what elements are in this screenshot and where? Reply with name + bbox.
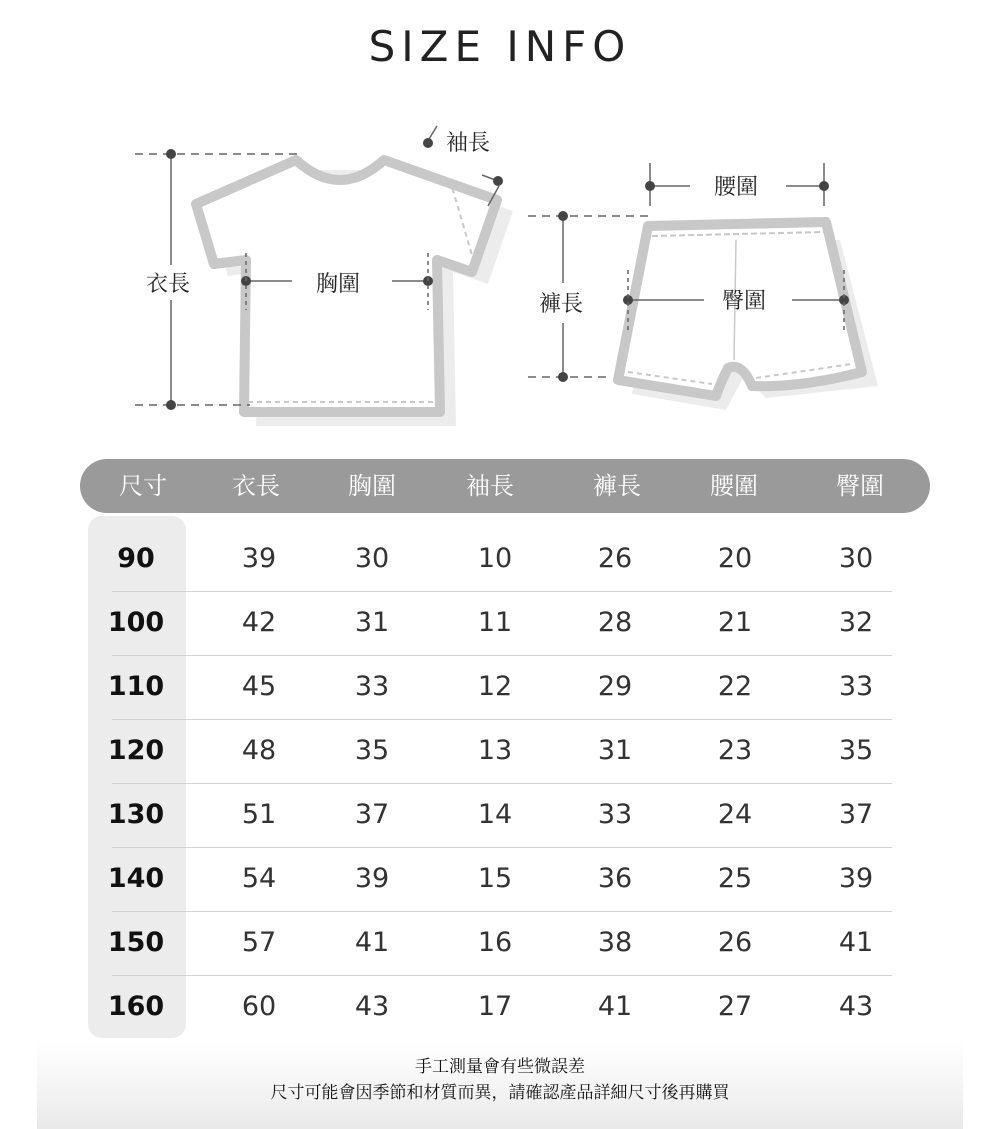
cell-sleeve: 12 [477,671,513,702]
cell-size: 140 [107,863,165,894]
cell-hip: 43 [838,991,874,1022]
header-waist: 腰圍 [710,472,758,500]
cell-chest: 37 [354,799,390,830]
cell-chest: 43 [354,991,390,1022]
cell-pants-length: 41 [597,991,633,1022]
table-row [107,975,892,1039]
cell-chest: 33 [354,671,390,702]
label-length: 衣長 [146,272,191,297]
cell-pants-length: 31 [597,735,633,766]
cell-sleeve: 10 [477,543,513,574]
cell-size: 120 [107,735,165,766]
note-measurement-error: 手工測量會有些微誤差 [415,1057,585,1077]
label-waist: 腰圍 [714,175,759,200]
table-row [107,719,892,784]
table-row [107,655,892,720]
cell-waist: 20 [717,543,753,574]
measurement-diagram [0,0,1000,440]
cell-length: 39 [241,543,277,574]
cell-waist: 22 [717,671,753,702]
cell-length: 54 [241,863,277,894]
shorts-illustration [618,222,878,410]
cell-size: 150 [107,927,165,958]
cell-sleeve: 14 [477,799,513,830]
cell-size: 160 [107,991,165,1022]
cell-waist: 26 [717,927,753,958]
cell-sleeve: 11 [477,607,513,638]
cell-chest: 39 [354,863,390,894]
page-title: SIZE INFO [368,22,632,71]
cell-sleeve: 16 [477,927,513,958]
cell-length: 60 [241,991,277,1022]
header-sleeve: 袖長 [466,472,514,500]
cell-sleeve: 13 [477,735,513,766]
cell-waist: 24 [717,799,753,830]
cell-pants-length: 28 [597,607,633,638]
cell-hip: 37 [838,799,874,830]
cell-hip: 33 [838,671,874,702]
label-pants-length: 褲長 [539,292,584,317]
cell-waist: 21 [717,607,753,638]
cell-hip: 41 [838,927,874,958]
cell-hip: 39 [838,863,874,894]
cell-chest: 41 [354,927,390,958]
cell-pants-length: 33 [597,799,633,830]
cell-length: 42 [241,607,277,638]
note-size-variation: 尺寸可能會因季節和材質而異，請確認產品詳細尺寸後再購買 [270,1083,730,1103]
cell-waist: 27 [717,991,753,1022]
header-size: 尺寸 [119,472,167,500]
cell-sleeve: 17 [477,991,513,1022]
cell-size: 110 [107,671,165,702]
cell-pants-length: 29 [597,671,633,702]
cell-length: 57 [241,927,277,958]
table-row [112,527,892,592]
table-header [80,459,930,513]
header-length: 衣長 [232,472,280,500]
cell-size: 130 [107,799,165,830]
cell-length: 51 [241,799,277,830]
label-chest: 胸圍 [316,272,361,297]
cell-hip: 35 [838,735,874,766]
header-hip: 臀圍 [836,472,884,500]
label-sleeve: 袖長 [446,131,491,156]
table-row [107,847,892,912]
table-row [107,783,892,848]
cell-length: 48 [241,735,277,766]
cell-pants-length: 38 [597,927,633,958]
cell-chest: 35 [354,735,390,766]
cell-length: 45 [241,671,277,702]
cell-waist: 25 [717,863,753,894]
cell-chest: 31 [354,607,390,638]
cell-hip: 32 [838,607,874,638]
header-chest: 胸圍 [348,472,396,500]
cell-size: 100 [107,607,165,638]
cell-waist: 23 [717,735,753,766]
cell-sleeve: 15 [477,863,513,894]
cell-size: 90 [117,543,155,574]
cell-hip: 30 [838,543,874,574]
cell-pants-length: 36 [597,863,633,894]
header-pants-length: 褲長 [593,472,641,500]
table-row [107,591,892,656]
label-hip: 臀圍 [722,289,767,314]
table-row [107,911,892,976]
cell-pants-length: 26 [597,543,633,574]
cell-chest: 30 [354,543,390,574]
